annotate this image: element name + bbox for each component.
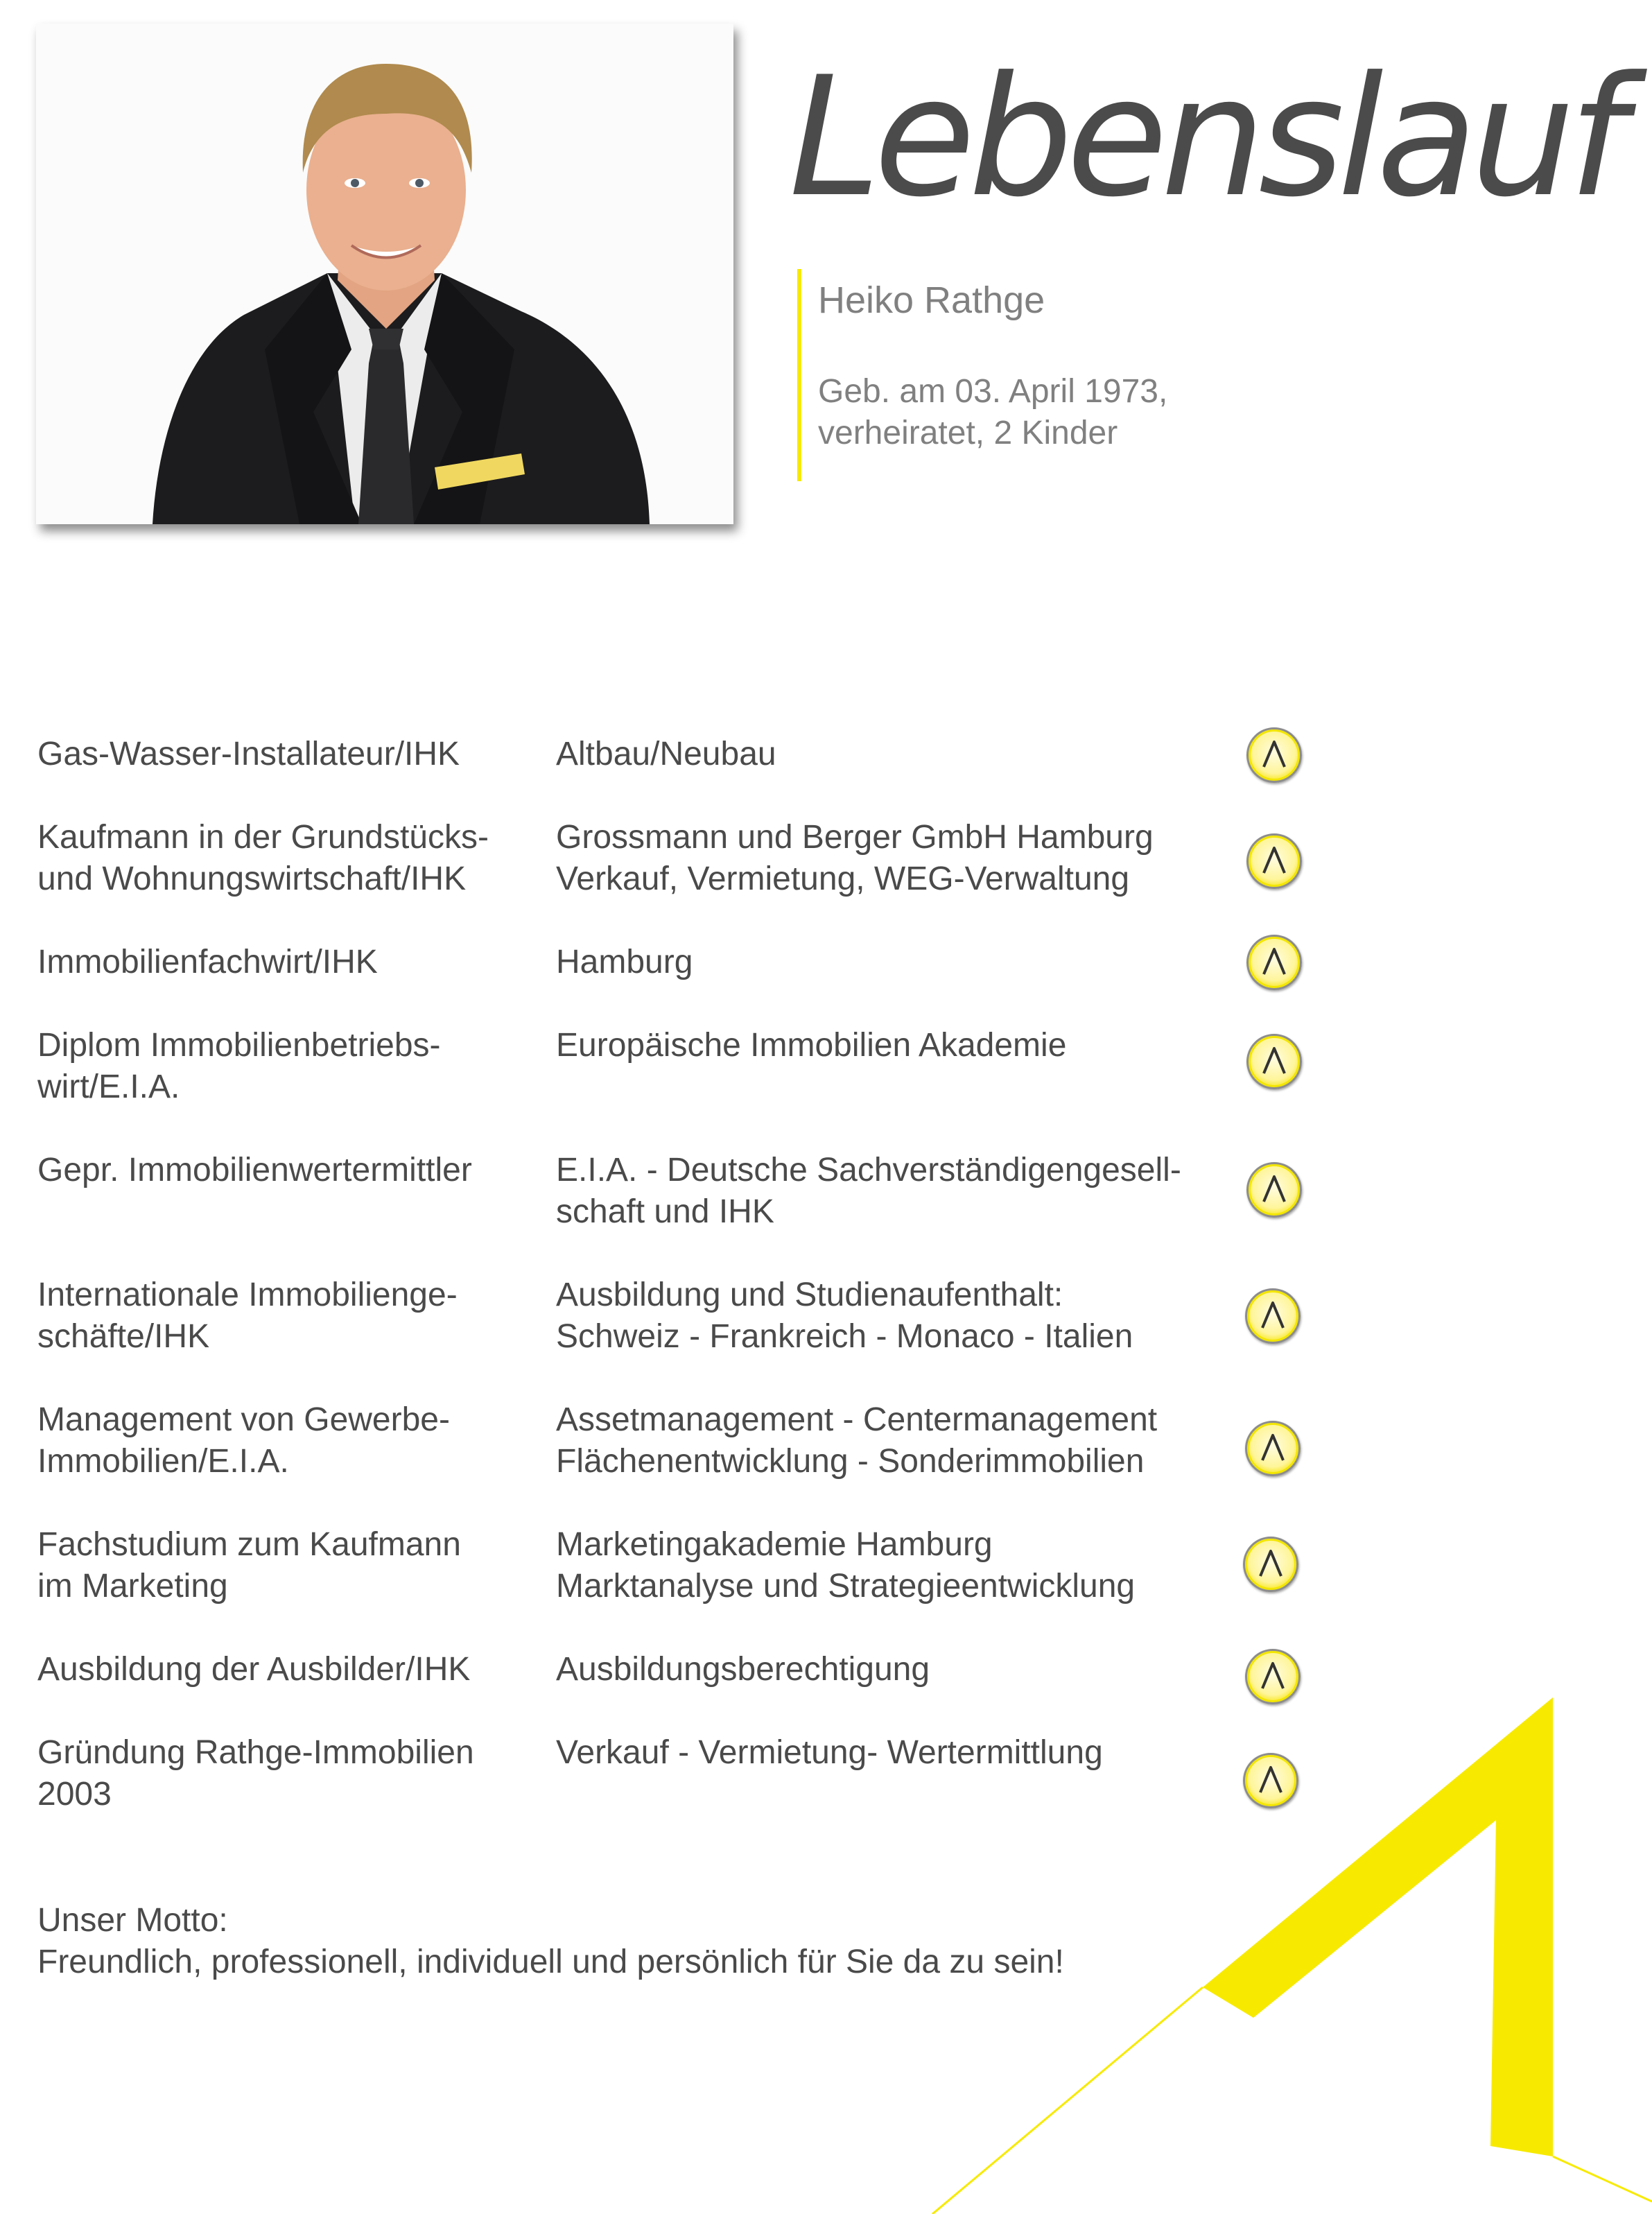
birth-date-text: Geb. am 03. April 1973, (818, 373, 1168, 410)
motto-text: Freundlich, professionell, individuell und persönlich für Sie da zu sein! (37, 1944, 1064, 1980)
page-title: Lebenslauf (789, 42, 1619, 234)
qualification-detail-line: Ausbildungsberechtigung (556, 1651, 930, 1688)
qualification-detail (556, 1274, 1133, 1358)
qualification-title (37, 1399, 450, 1482)
caret-badge-icon (1245, 1649, 1301, 1704)
qualification-detail (556, 1025, 1066, 1066)
qualification-title-line: Fachstudium zum Kaufmann (37, 1526, 461, 1563)
qualification-detail (556, 1399, 1157, 1482)
qualification-title (37, 1150, 472, 1191)
qualification-title (37, 817, 489, 900)
motto-block (37, 1900, 1064, 1983)
qualification-detail-line: Verkauf - Vermietung- Wertermittlung (556, 1734, 1103, 1771)
caret-badge-icon (1245, 1288, 1301, 1344)
qualification-detail (556, 1649, 930, 1690)
person-name: Heiko Rathge (818, 279, 1045, 321)
qualification-title (37, 734, 460, 775)
qualification-title (37, 942, 378, 983)
caret-badge-icon (1245, 1421, 1301, 1476)
qualification-title-line: Immobilienfachwirt/IHK (37, 944, 378, 980)
qualification-detail-line: Flächenentwicklung - Sonderimmobilien (556, 1443, 1145, 1480)
caret-badge-icon (1246, 1034, 1302, 1089)
qualification-title-line: Gründung Rathge-Immobilien (37, 1734, 474, 1771)
qualification-title-line: Management von Gewerbe- (37, 1401, 450, 1438)
qualification-title-line: und Wohnungswirtschaft/IHK (37, 860, 467, 897)
qualification-detail-line: Hamburg (556, 944, 693, 980)
qualification-detail (556, 734, 776, 775)
qualification-detail-line: Schweiz - Frankreich - Monaco - Italien (556, 1318, 1133, 1355)
qualification-title-line: Immobilien/E.I.A. (37, 1443, 289, 1480)
qualification-detail-line: Grossmann und Berger GmbH Hamburg (556, 819, 1154, 856)
qualification-title-line: Internationale Immobilienge- (37, 1277, 458, 1313)
qualification-detail-line: Assetmanagement - Centermanagement (556, 1401, 1158, 1438)
qualification-title (37, 1649, 470, 1690)
qualification-title-line: wirt/E.I.A. (37, 1069, 180, 1105)
qualification-detail-line: Marketingakademie Hamburg (556, 1526, 993, 1563)
qualification-detail-line: Marktanalyse und Strategieentwicklung (556, 1568, 1136, 1605)
qualification-detail (556, 1524, 1135, 1607)
caret-badge-icon (1246, 1162, 1302, 1218)
qualification-detail-line: Verkauf, Vermietung, WEG-Verwaltung (556, 860, 1130, 897)
qualification-title-line: Ausbildung der Ausbilder/IHK (37, 1651, 471, 1688)
caret-badge-icon (1246, 727, 1302, 783)
qualification-detail-line: Europäische Immobilien Akademie (556, 1027, 1067, 1064)
person-details (818, 371, 1167, 454)
qualification-detail-line: schaft und IHK (556, 1193, 774, 1230)
caret-badge-icon (1246, 935, 1302, 990)
caret-badge-icon (1243, 1753, 1298, 1808)
qualification-detail-line: Ausbildung und Studienaufenthalt: (556, 1277, 1063, 1313)
motto-label: Unser Motto: (37, 1902, 228, 1939)
qualification-title-line: Kaufmann in der Grundstücks- (37, 819, 489, 856)
qualification-title-line: schäfte/IHK (37, 1318, 210, 1355)
accent-bar (797, 269, 801, 481)
caret-badge-icon (1243, 1537, 1298, 1592)
qualification-title-line: 2003 (37, 1776, 112, 1813)
family-status-text: verheiratet, 2 Kinder (818, 415, 1118, 451)
qualification-title (37, 1732, 474, 1815)
qualification-detail (556, 1732, 1103, 1774)
qualification-title (37, 1524, 461, 1607)
portrait-photo (36, 24, 733, 524)
qualification-detail-line: E.I.A. - Deutsche Sachverständigengesell- (556, 1152, 1181, 1188)
qualification-detail-line: Altbau/Neubau (556, 736, 776, 772)
qualification-title-line: Diplom Immobilienbetriebs- (37, 1027, 441, 1064)
portrait-photo-frame (36, 24, 733, 524)
qualification-title-line: Gepr. Immobilienwertermittler (37, 1152, 472, 1188)
qualification-detail (556, 817, 1154, 900)
qualification-detail (556, 942, 693, 983)
qualification-title-line: Gas-Wasser-Installateur/IHK (37, 736, 460, 772)
qualification-detail (556, 1150, 1181, 1233)
qualification-title (37, 1274, 458, 1358)
caret-badge-icon (1246, 833, 1302, 889)
qualification-title-line: im Marketing (37, 1568, 228, 1605)
qualification-title (37, 1025, 441, 1108)
